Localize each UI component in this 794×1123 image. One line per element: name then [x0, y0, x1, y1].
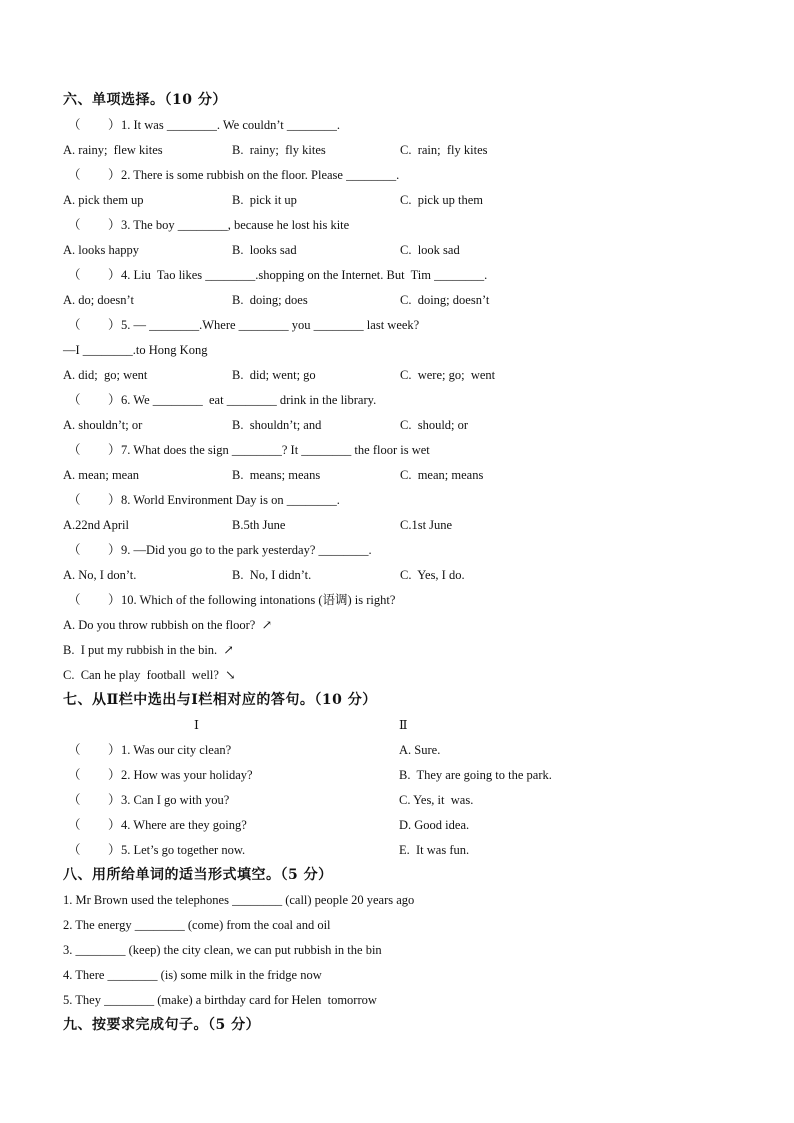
question-stem: 4. Where are they going? — [121, 818, 247, 832]
answer-paren-close: ） — [108, 218, 121, 232]
answer-paren-close: ） — [108, 168, 121, 182]
match-question-2 — [63, 763, 743, 788]
options-row — [63, 138, 743, 163]
option-c: C. doing; doesn’t — [400, 293, 490, 307]
options-row — [63, 463, 743, 488]
options-row — [63, 363, 743, 388]
answer-paren-open[interactable]: （ — [68, 743, 81, 757]
option-b: B. means; means — [232, 468, 321, 482]
question-stem: 5. Let’s go together now. — [121, 843, 246, 857]
option-a: A. do; doesn’t — [63, 293, 134, 307]
question-1 — [63, 113, 743, 138]
option-a: A. shouldn’t; or — [63, 418, 143, 432]
question-stem: 10. Which of the following intonations (语调) is right? — [121, 593, 396, 607]
option-a: A. pick them up — [63, 193, 144, 207]
column-i-header: Ⅰ — [194, 718, 199, 732]
options-row — [63, 238, 743, 263]
section-6-title: 六、单项选择。（10 分） — [63, 92, 227, 108]
question-stem: 4. Liu Tao likes ________.shopping on the Internet. But Tim ________. — [121, 268, 488, 282]
question-10 — [63, 588, 743, 613]
option-b: B. did; went; go — [232, 368, 316, 382]
options-row — [63, 513, 743, 538]
question-4 — [63, 263, 743, 288]
match-question-4 — [63, 813, 743, 838]
option-a: A. rainy; flew kites — [63, 143, 163, 157]
option-c: C. mean; means — [400, 468, 484, 482]
option-c: C.1st June — [400, 518, 453, 532]
section-7-title: 七、从Ⅱ栏中选出与Ⅰ栏相对应的答句。（10 分） — [63, 692, 377, 708]
fill-item-3: 3. ________ (keep) the city clean, we can put rubbish in the bin — [63, 943, 382, 957]
question-9 — [63, 538, 743, 563]
option-a: A. Do you throw rubbish on the floor? ↗ — [63, 618, 273, 632]
question-3 — [63, 213, 743, 238]
question-stem: 6. We ________ eat ________ drink in the library. — [121, 393, 377, 407]
question-stem: 1. Was our city clean? — [121, 743, 232, 757]
exam-page — [63, 88, 743, 1038]
answer-paren-close: ） — [108, 318, 121, 332]
option-c: C. Yes, I do. — [400, 568, 465, 582]
question-5 — [63, 313, 743, 338]
question-stem: 3. The boy ________, because he lost his kite — [121, 218, 350, 232]
option-b: B. pick it up — [232, 193, 297, 207]
question-stem: 5. — ________.Where ________ you ________ last week? — [121, 318, 420, 332]
option-c: C. were; go; went — [400, 368, 496, 382]
answer-paren-close: ） — [108, 443, 121, 457]
question-2 — [63, 163, 743, 188]
answer-paren-close: ） — [108, 493, 121, 507]
match-answer-b: B. They are going to the park. — [399, 768, 552, 782]
answer-paren-open[interactable]: （ — [68, 768, 81, 782]
option-c: C. rain; fly kites — [400, 143, 488, 157]
answer-paren-open[interactable]: （ — [68, 268, 81, 282]
answer-paren-open[interactable]: （ — [68, 218, 81, 232]
answer-paren-close: ） — [108, 843, 121, 857]
option-b: B. No, I didn’t. — [232, 568, 312, 582]
match-question-5 — [63, 838, 743, 863]
fill-item-4: 4. There ________ (is) some milk in the fridge now — [63, 968, 322, 982]
question-8 — [63, 488, 743, 513]
question-stem: 7. What does the sign ________? It ________ the floor is wet — [121, 443, 430, 457]
answer-paren-open[interactable]: （ — [68, 318, 81, 332]
section-9-title: 九、按要求完成句子。（5 分） — [63, 1017, 261, 1033]
match-question-3 — [63, 788, 743, 813]
match-answer-d: D. Good idea. — [399, 818, 470, 832]
match-answer-a: A. Sure. — [399, 743, 441, 757]
question-stem: 9. —Did you go to the park yesterday? ________. — [121, 543, 372, 557]
answer-paren-open[interactable]: （ — [68, 118, 81, 132]
option-b: B. doing; does — [232, 293, 308, 307]
option-c: C. should; or — [400, 418, 469, 432]
answer-paren-open[interactable]: （ — [68, 843, 81, 857]
option-b: B. I put my rubbish in the bin. ↗ — [63, 643, 234, 657]
fill-item-2: 2. The energy ________ (come) from the coal and oil — [63, 918, 331, 932]
option-b: B. looks sad — [232, 243, 297, 257]
question-7 — [63, 438, 743, 463]
answer-paren-open[interactable]: （ — [68, 493, 81, 507]
answer-paren-close: ） — [108, 793, 121, 807]
match-question-1 — [63, 738, 743, 763]
question-stem: 3. Can I go with you? — [121, 793, 230, 807]
answer-paren-open[interactable]: （ — [68, 593, 81, 607]
option-c: C. Can he play football well? ↘ — [63, 668, 236, 682]
answer-paren-close: ） — [108, 818, 121, 832]
option-c: C. pick up them — [400, 193, 483, 207]
column-ii-header: Ⅱ — [399, 718, 408, 732]
match-answer-c: C. Yes, it was. — [399, 793, 474, 807]
answer-paren-close: ） — [108, 118, 121, 132]
answer-paren-open[interactable]: （ — [68, 393, 81, 407]
answer-paren-open[interactable]: （ — [68, 793, 81, 807]
answer-paren-close: ） — [108, 268, 121, 282]
options-row — [63, 288, 743, 313]
answer-paren-close: ） — [108, 543, 121, 557]
fill-item-5: 5. They ________ (make) a birthday card for Helen tomorrow — [63, 993, 377, 1007]
answer-paren-close: ） — [108, 743, 121, 757]
option-a: A. No, I don’t. — [63, 568, 137, 582]
answer-paren-open[interactable]: （ — [68, 543, 81, 557]
question-stem: 2. There is some rubbish on the floor. Please ________. — [121, 168, 400, 182]
option-a: A. looks happy — [63, 243, 140, 257]
option-b: B.5th June — [232, 518, 286, 532]
fill-item-1: 1. Mr Brown used the telephones ________ (call) people 20 years ago — [63, 893, 415, 907]
answer-paren-close: ） — [108, 593, 121, 607]
options-row — [63, 188, 743, 213]
option-a: A. did; go; went — [63, 368, 148, 382]
answer-paren-close: ） — [108, 393, 121, 407]
question-stem: 8. World Environment Day is on ________. — [121, 493, 340, 507]
question-stem: 1. It was ________. We couldn’t ________. — [121, 118, 341, 132]
option-a: A. mean; mean — [63, 468, 140, 482]
options-row — [63, 563, 743, 588]
column-headers — [63, 713, 743, 738]
options-row — [63, 413, 743, 438]
question-stem: 2. How was your holiday? — [121, 768, 253, 782]
question-6 — [63, 388, 743, 413]
section-8-title: 八、用所给单词的适当形式填空。（5 分） — [63, 867, 333, 883]
answer-paren-open[interactable]: （ — [68, 168, 81, 182]
option-b: B. shouldn’t; and — [232, 418, 322, 432]
option-b: B. rainy; fly kites — [232, 143, 326, 157]
match-answer-e: E. It was fun. — [399, 843, 470, 857]
answer-paren-close: ） — [108, 768, 121, 782]
option-c: C. look sad — [400, 243, 460, 257]
answer-paren-open[interactable]: （ — [68, 443, 81, 457]
question-continuation: —I ________.to Hong Kong — [63, 343, 208, 357]
option-a: A.22nd April — [63, 518, 129, 532]
answer-paren-open[interactable]: （ — [68, 818, 81, 832]
